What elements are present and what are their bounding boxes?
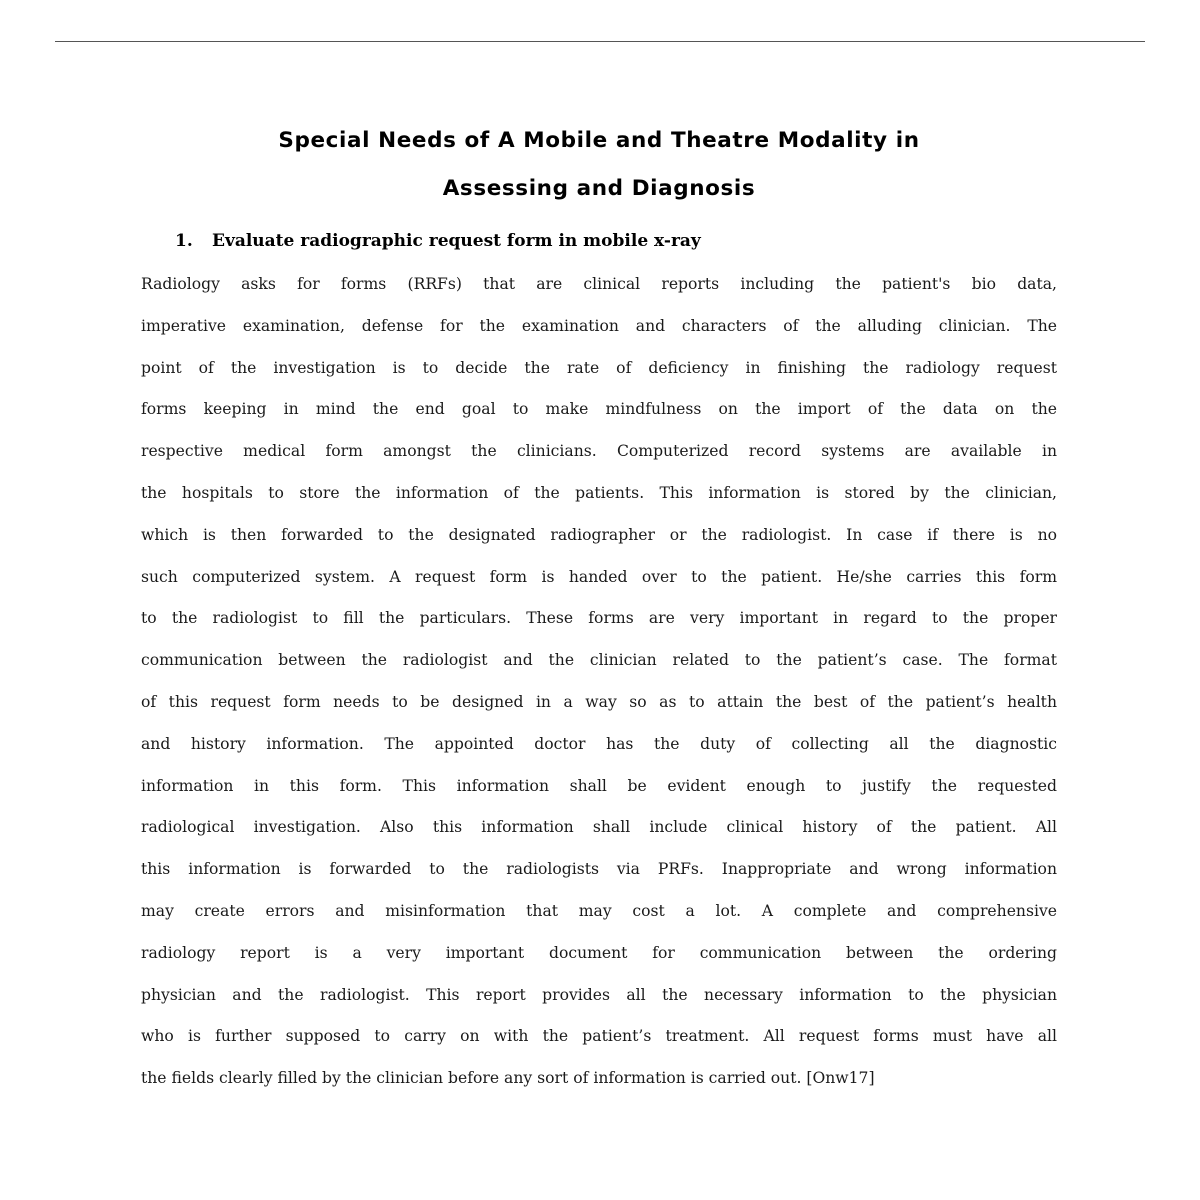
page-title <box>141 117 1057 213</box>
body-paragraph <box>141 264 1057 1100</box>
paragraph-line: to the radiologist to fill the particulars. These forms are very important in regard to the proper <box>141 609 1057 628</box>
paragraph-line: of this request form needs to be designed in a way so as to attain the best of the patient’s health <box>141 692 1057 711</box>
title-line-1: Special Needs of A Mobile and Theatre Modality in <box>278 128 920 153</box>
paragraph-line: the fields clearly filled by the clinician before any sort of information is carried out. [Onw17] <box>141 1069 875 1088</box>
paragraph-line: point of the investigation is to decide the rate of deficiency in finishing the radiology request <box>141 358 1057 377</box>
section-heading <box>175 229 1057 253</box>
header-rule <box>55 41 1145 42</box>
paragraph-line: imperative examination, defense for the examination and characters of the alluding clinician. The <box>141 316 1057 335</box>
paragraph-line: such computerized system. A request form is handed over to the patient. He/she carries this form <box>141 567 1057 586</box>
paragraph-line: may create errors and misinformation that may cost a lot. A complete and comprehensive <box>141 901 1057 920</box>
paragraph-line: information in this form. This information shall be evident enough to justify the requested <box>141 776 1057 795</box>
paragraph-line: and history information. The appointed doctor has the duty of collecting all the diagnostic <box>141 734 1057 753</box>
paragraph-line: radiology report is a very important document for communication between the ordering <box>141 943 1057 962</box>
paragraph-line: physician and the radiologist. This report provides all the necessary information to the physician <box>141 985 1057 1004</box>
paragraph-line: forms keeping in mind the end goal to make mindfulness on the import of the data on the <box>141 400 1057 419</box>
paragraph-line: the hospitals to store the information of the patients. This information is stored by the clinician, <box>141 483 1057 502</box>
paragraph-line: this information is forwarded to the radiologists via PRFs. Inappropriate and wrong information <box>141 860 1057 879</box>
paragraph-line: which is then forwarded to the designated radiographer or the radiologist. In case if there is no <box>141 525 1057 544</box>
paragraph-line: radiological investigation. Also this information shall include clinical history of the patient. All <box>141 818 1057 837</box>
paragraph-line: respective medical form amongst the clinicians. Computerized record systems are available in <box>141 442 1057 461</box>
paragraph-line: communication between the radiologist and the clinician related to the patient’s case. The format <box>141 651 1057 670</box>
paragraph-line: who is further supposed to carry on with the patient’s treatment. All request forms must have all <box>141 1027 1057 1046</box>
paragraph-line: Radiology asks for forms (RRFs) that are clinical reports including the patient's bio data, <box>141 275 1057 293</box>
section-number: 1. <box>175 231 193 251</box>
section-heading-text: Evaluate radiographic request form in mobile x-ray <box>212 231 701 251</box>
title-line-2: Assessing and Diagnosis <box>442 176 756 201</box>
